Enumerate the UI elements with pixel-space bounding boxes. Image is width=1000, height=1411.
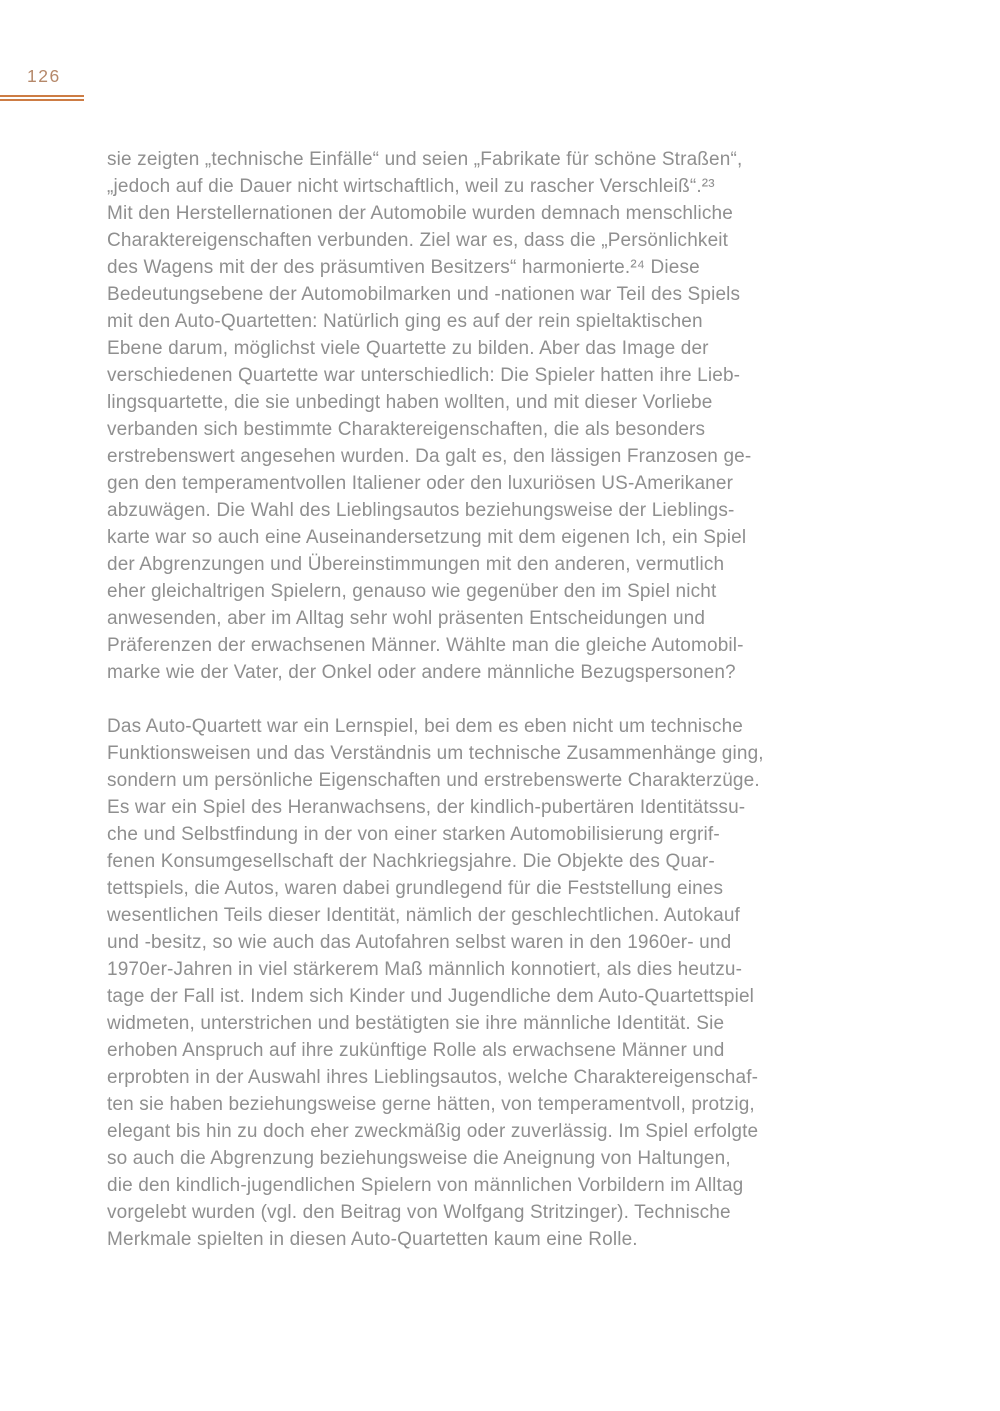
text-line: fenen Konsumgesellschaft der Nachkriegsjahre. Die Objekte des Quar- <box>107 851 715 872</box>
text-line: 1970er-Jahren in viel stärkerem Maß männlich konnotiert, als dies heutzu- <box>107 959 743 980</box>
text-line: Das Auto-Quartett war ein Lernspiel, bei dem es eben nicht um technische <box>107 716 744 737</box>
text-line: des Wagens mit der des präsumtiven Besitzers“ harmonierte.²⁴ Diese <box>107 257 700 278</box>
text-line: gen den temperamentvollen Italiener oder den luxuriösen US-Amerikaner <box>107 473 734 494</box>
text-line: verbanden sich bestimmte Charaktereigenschaften, die als besonders <box>107 419 706 440</box>
text-line: abzuwägen. Die Wahl des Lieblingsautos beziehungsweise der Lieblings- <box>107 500 735 521</box>
text-line: erhoben Anspruch auf ihre zukünftige Rolle als erwachsene Männer und <box>107 1040 725 1061</box>
text-line: wesentlichen Teils dieser Identität, nämlich der geschlechtlichen. Autokauf <box>107 905 740 926</box>
text-line: tage der Fall ist. Indem sich Kinder und Jugendliche dem Auto-Quartettspiel <box>107 986 755 1007</box>
text-line: Bedeutungsebene der Automobilmarken und -nationen war Teil des Spiels <box>107 284 741 305</box>
paragraph-1 <box>107 146 797 686</box>
text-line: der Abgrenzungen und Übereinstimmungen mit den anderen, vermutlich <box>107 554 725 575</box>
text-line: Mit den Herstellernationen der Automobile wurden demnach menschliche <box>107 203 733 224</box>
text-line: tettspiels, die Autos, waren dabei grundlegend für die Feststellung eines <box>107 878 724 899</box>
text-line: sie zeigten „technische Einfälle“ und seien „Fabrikate für schöne Straßen“, <box>107 149 743 170</box>
text-line: erprobten in der Auswahl ihres Lieblingsautos, welche Charaktereigenschaf- <box>107 1067 759 1088</box>
page-number-rule <box>0 95 84 101</box>
text-line: erstrebenswert angesehen wurden. Da galt es, den lässigen Franzosen ge- <box>107 446 752 467</box>
paragraph-2 <box>107 713 797 1253</box>
text-line: Merkmale spielten in diesen Auto-Quartetten kaum eine Rolle. <box>107 1229 638 1250</box>
text-line: vorgelebt wurden (vgl. den Beitrag von Wolfgang Stritzinger). Technische <box>107 1202 731 1223</box>
text-line: anwesenden, aber im Alltag sehr wohl präsenten Entscheidungen und <box>107 608 706 629</box>
text-line: ten sie haben beziehungsweise gerne hätten, von temperamentvoll, protzig, <box>107 1094 755 1115</box>
text-line: so auch die Abgrenzung beziehungsweise die Aneignung von Haltungen, <box>107 1148 731 1169</box>
text-line: Funktionsweisen und das Verständnis um technische Zusammenhänge ging, <box>107 743 764 764</box>
text-line: widmeten, unterstrichen und bestätigten sie ihre männliche Identität. Sie <box>107 1013 725 1034</box>
text-line: elegant bis hin zu doch eher zweckmäßig oder zuverlässig. Im Spiel erfolgte <box>107 1121 759 1142</box>
text-line: sondern um persönliche Eigenschaften und erstrebenswerte Charakterzüge. <box>107 770 760 791</box>
text-line: mit den Auto-Quartetten: Natürlich ging es auf der rein spieltaktischen <box>107 311 703 332</box>
text-line: verschiedenen Quartette war unterschiedlich: Die Spieler hatten ihre Lieb- <box>107 365 741 386</box>
body-text <box>107 146 797 1253</box>
text-line: Es war ein Spiel des Heranwachsens, der kindlich-pubertären Identitätssu- <box>107 797 746 818</box>
text-line: Ebene darum, möglichst viele Quartette zu bilden. Aber das Image der <box>107 338 709 359</box>
text-line: und -besitz, so wie auch das Autofahren selbst waren in den 1960er- und <box>107 932 732 953</box>
text-line: die den kindlich-jugendlichen Spielern von männlichen Vorbildern im Alltag <box>107 1175 744 1196</box>
page-number: 126 <box>27 66 61 86</box>
text-line: marke wie der Vater, der Onkel oder andere männliche Bezugspersonen? <box>107 662 736 683</box>
text-line: lingsquartette, die sie unbedingt haben wollten, und mit dieser Vorliebe <box>107 392 713 413</box>
text-line: Präferenzen der erwachsenen Männer. Wählte man die gleiche Automobil- <box>107 635 744 656</box>
text-line: karte war so auch eine Auseinandersetzung mit dem eigenen Ich, ein Spiel <box>107 527 747 548</box>
text-line: che und Selbstfindung in der von einer starken Automobilisierung ergrif- <box>107 824 720 845</box>
text-line: eher gleichaltrigen Spielern, genauso wie gegenüber den im Spiel nicht <box>107 581 717 602</box>
text-line: Charaktereigenschaften verbunden. Ziel war es, dass die „Persönlichkeit <box>107 230 729 251</box>
text-line: „jedoch auf die Dauer nicht wirtschaftlich, weil zu rascher Verschleiß“.²³ <box>107 176 715 197</box>
